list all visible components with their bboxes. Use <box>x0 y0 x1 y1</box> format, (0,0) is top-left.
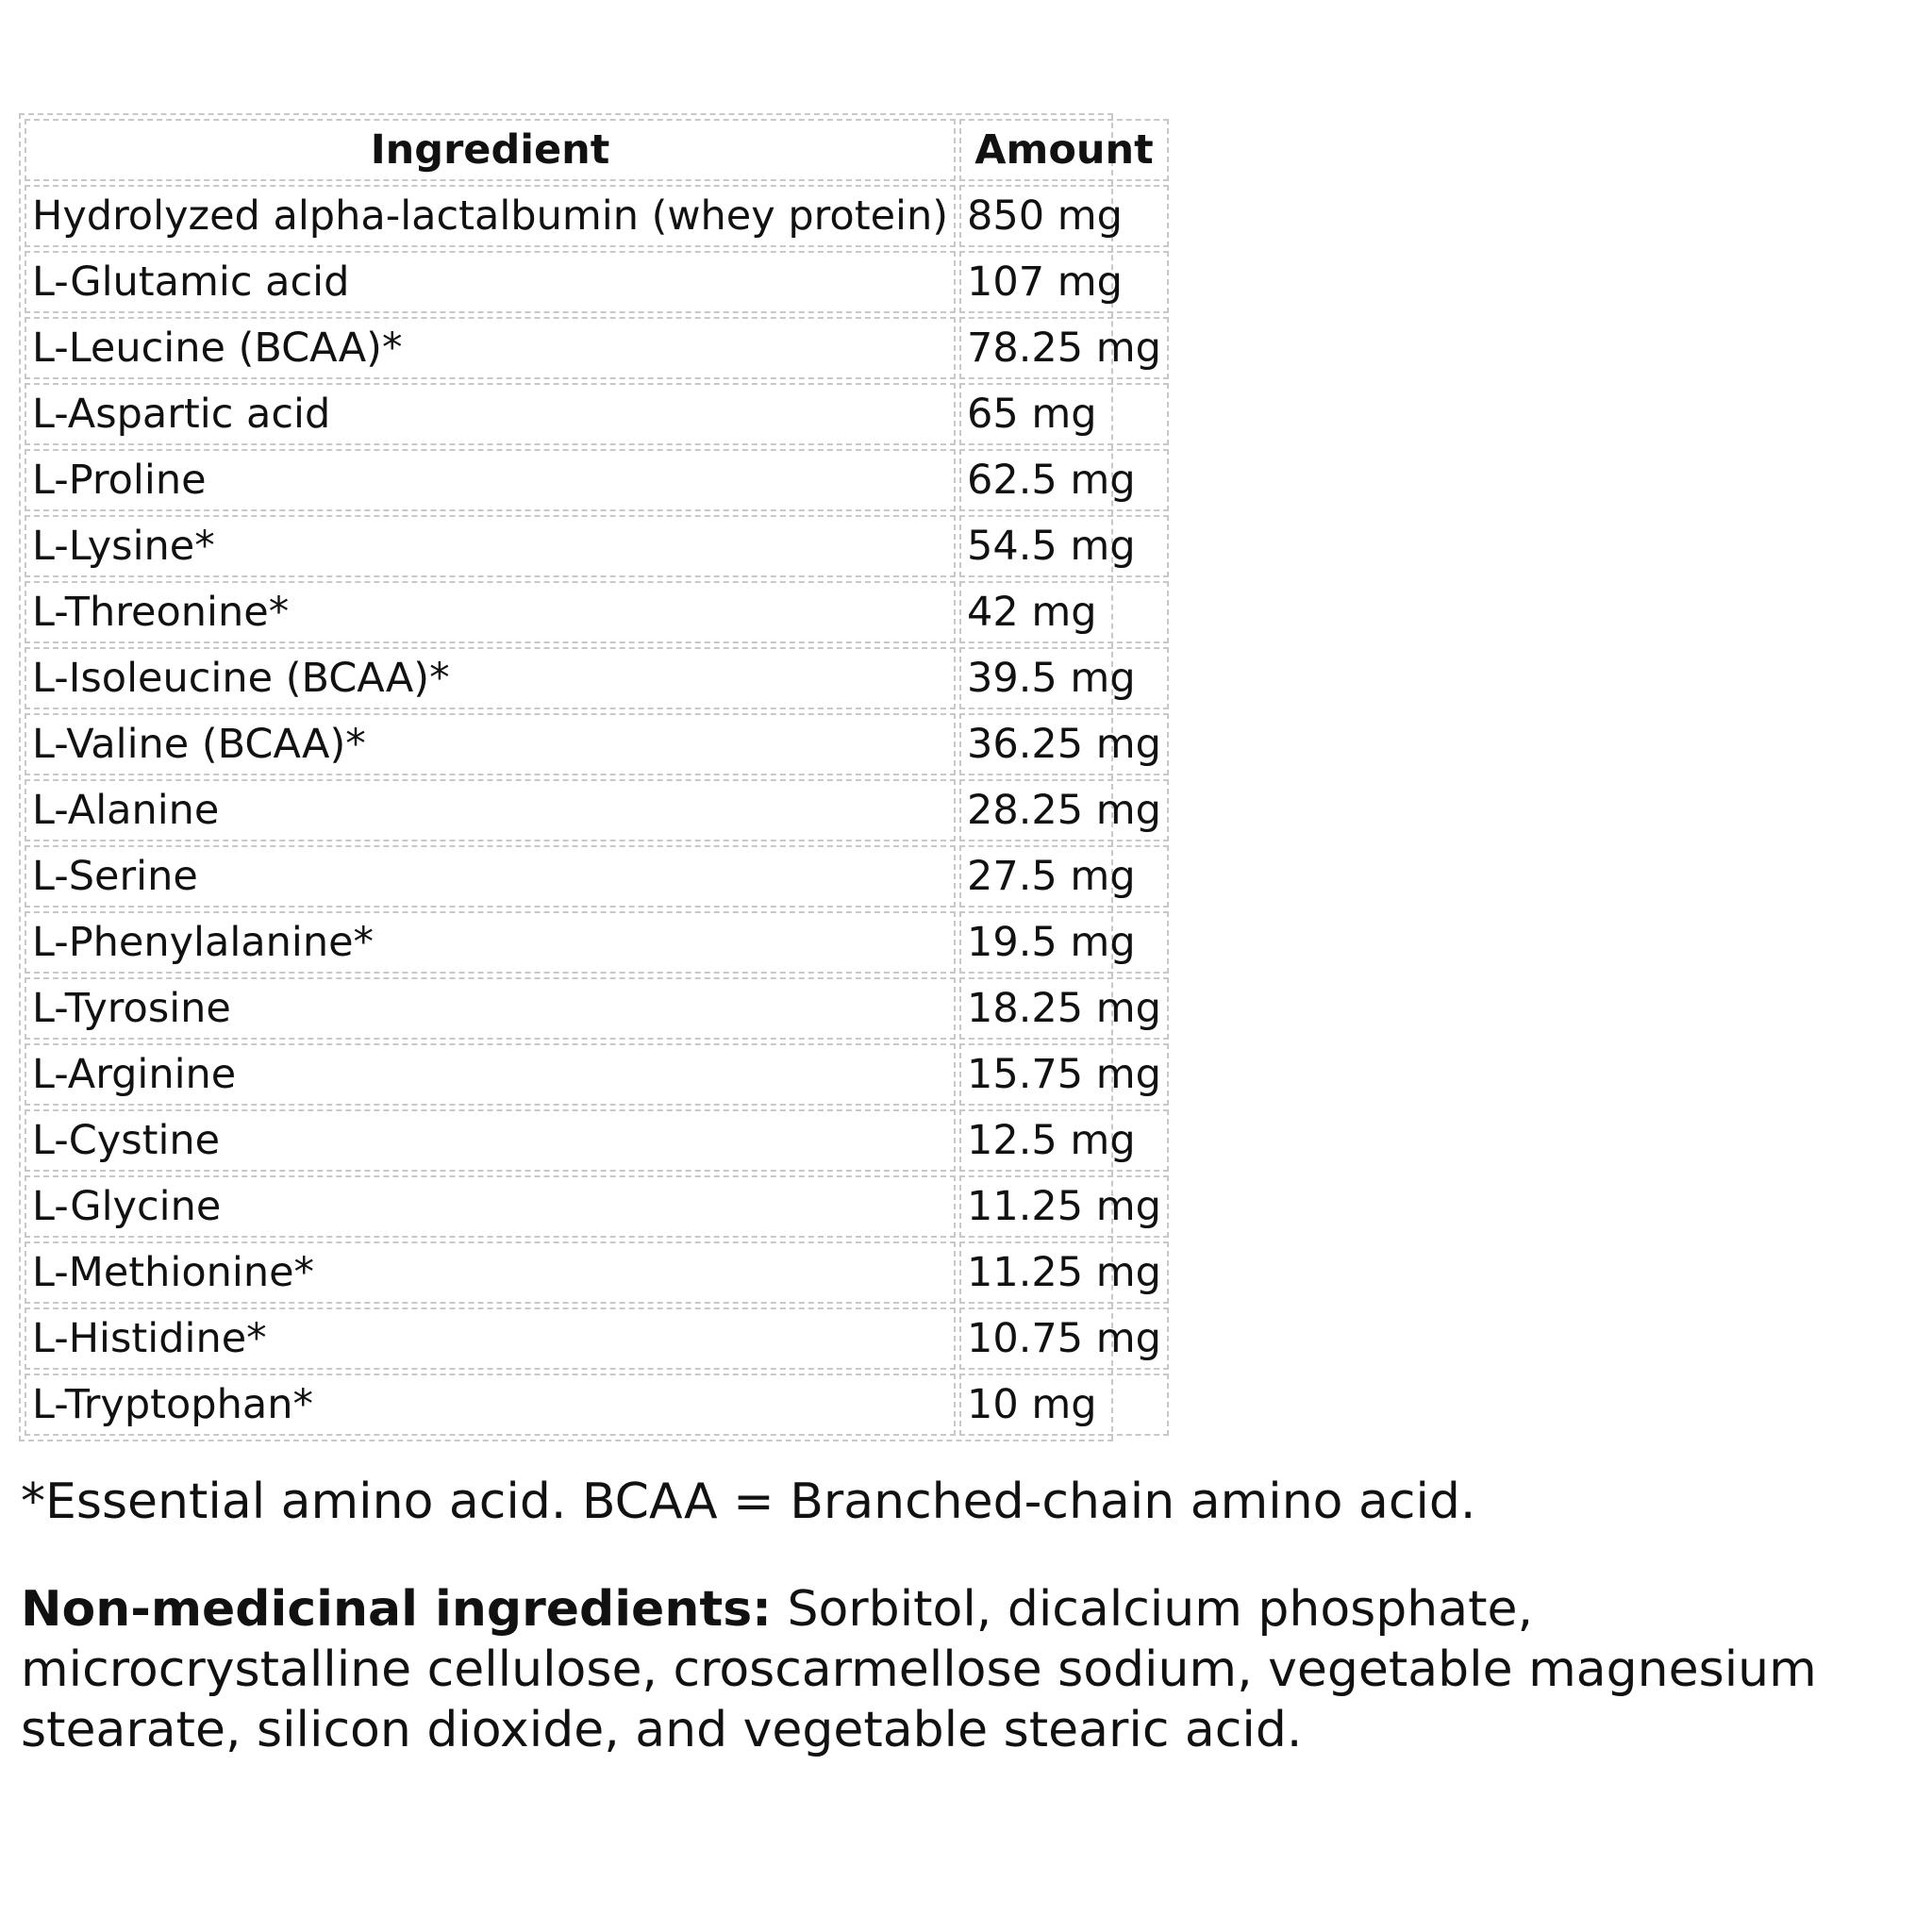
non-medicinal-label: Non-medicinal ingredients: <box>21 1581 772 1638</box>
amount-cell: 850 mg <box>959 185 1169 247</box>
table-row <box>25 779 1169 841</box>
amount-cell: 10 mg <box>959 1374 1169 1436</box>
table-row <box>25 317 1169 379</box>
table-row <box>25 977 1169 1040</box>
table-row <box>25 1043 1169 1106</box>
amount-cell: 78.25 mg <box>959 317 1169 379</box>
table-body <box>25 185 1169 1436</box>
amount-column-header: Amount <box>959 119 1169 181</box>
ingredient-cell: L-Threonine* <box>25 581 956 643</box>
table-row <box>25 251 1169 313</box>
ingredient-cell: L-Valine (BCAA)* <box>25 713 956 775</box>
amount-cell: 39.5 mg <box>959 647 1169 709</box>
amount-cell: 65 mg <box>959 383 1169 445</box>
table-row <box>25 1109 1169 1172</box>
ingredient-cell: L-Phenylalanine* <box>25 911 956 974</box>
table-header-row <box>25 119 1169 181</box>
amount-cell: 12.5 mg <box>959 1109 1169 1172</box>
ingredient-cell: L-Isoleucine (BCAA)* <box>25 647 956 709</box>
amount-cell: 19.5 mg <box>959 911 1169 974</box>
ingredient-column-header: Ingredient <box>25 119 956 181</box>
amount-cell: 62.5 mg <box>959 449 1169 511</box>
table-row <box>25 515 1169 577</box>
table-row <box>25 911 1169 974</box>
amount-cell: 10.75 mg <box>959 1307 1169 1370</box>
table-row <box>25 1175 1169 1238</box>
ingredient-cell: L-Aspartic acid <box>25 383 956 445</box>
amount-cell: 28.25 mg <box>959 779 1169 841</box>
ingredient-cell: L-Tryptophan* <box>25 1374 956 1436</box>
amount-cell: 15.75 mg <box>959 1043 1169 1106</box>
ingredient-cell: L-Histidine* <box>25 1307 956 1370</box>
table-row <box>25 647 1169 709</box>
table-row <box>25 845 1169 908</box>
amount-cell: 11.25 mg <box>959 1175 1169 1238</box>
non-medicinal-ingredients-paragraph <box>21 1579 1917 1760</box>
ingredient-cell: Hydrolyzed alpha-lactalbumin (whey protein) <box>25 185 956 247</box>
ingredient-cell: L-Cystine <box>25 1109 956 1172</box>
ingredient-cell: L-Serine <box>25 845 956 908</box>
table-row <box>25 1374 1169 1436</box>
ingredient-cell: L-Glycine <box>25 1175 956 1238</box>
amount-cell: 27.5 mg <box>959 845 1169 908</box>
ingredient-cell: L-Glutamic acid <box>25 251 956 313</box>
ingredient-cell: L-Tyrosine <box>25 977 956 1040</box>
essential-amino-acid-footnote: *Essential amino acid. BCAA = Branched-chain amino acid. <box>21 1474 1476 1530</box>
table-row <box>25 383 1169 445</box>
ingredient-cell: L-Arginine <box>25 1043 956 1106</box>
table-row <box>25 185 1169 247</box>
ingredient-cell: L-Proline <box>25 449 956 511</box>
table-row <box>25 449 1169 511</box>
ingredients-table-container <box>19 113 1161 1441</box>
amount-cell: 11.25 mg <box>959 1241 1169 1304</box>
ingredients-table <box>21 115 1173 1440</box>
non-medicinal-text: Sorbitol, dicalcium phosphate, microcrystalline cellulose, croscarmellose sodium, vegetable magnesium stearate, silicon dioxide, and vegetable stearic acid. <box>21 1581 1817 1758</box>
ingredient-cell: L-Lysine* <box>25 515 956 577</box>
table-row <box>25 713 1169 775</box>
table-row <box>25 1307 1169 1370</box>
amount-cell: 107 mg <box>959 251 1169 313</box>
table-row <box>25 1241 1169 1304</box>
ingredient-cell: L-Leucine (BCAA)* <box>25 317 956 379</box>
amount-cell: 18.25 mg <box>959 977 1169 1040</box>
ingredient-cell: L-Alanine <box>25 779 956 841</box>
amount-cell: 54.5 mg <box>959 515 1169 577</box>
amount-cell: 36.25 mg <box>959 713 1169 775</box>
amount-cell: 42 mg <box>959 581 1169 643</box>
ingredient-cell: L-Methionine* <box>25 1241 956 1304</box>
table-row <box>25 581 1169 643</box>
